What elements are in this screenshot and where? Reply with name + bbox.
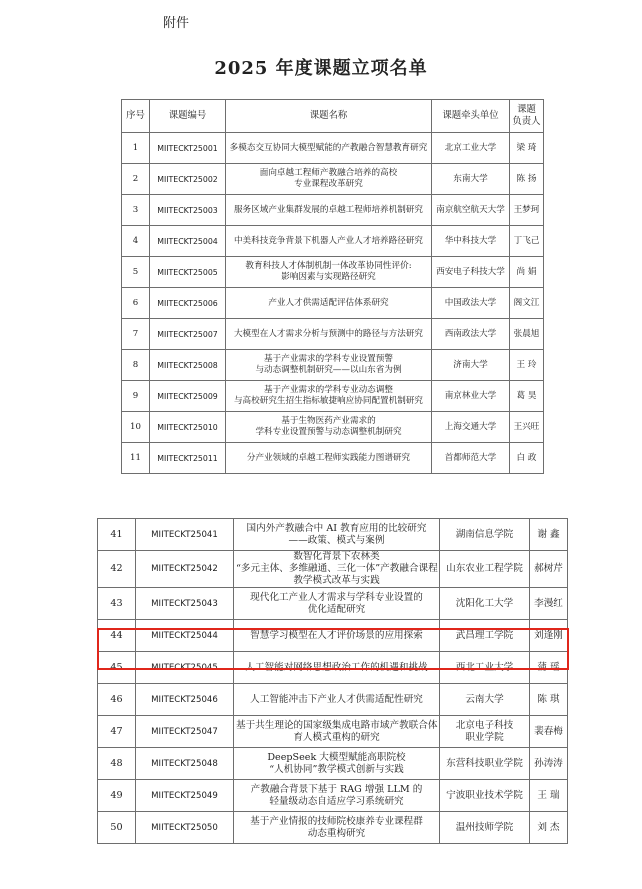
cell-seq <box>98 780 136 812</box>
cell-unit-line: 首都师范大学 <box>444 452 497 463</box>
cell-seq <box>122 164 150 195</box>
cell-leader-line: 王 瑞 <box>537 789 560 801</box>
cell-name <box>234 684 440 716</box>
cell-unit-line: 沈阳化工大学 <box>455 597 514 609</box>
cell-leader-line: 蒲 瑶 <box>537 661 560 673</box>
cell-name-line: 教学模式改革与实践 <box>293 575 380 586</box>
header-leader <box>510 100 544 133</box>
cell-name-line: DeepSeek 大模型赋能高职院校 <box>267 751 406 763</box>
cell-seq-line: 2 <box>132 173 139 184</box>
table-row <box>98 684 568 716</box>
cell-code-line: MIITECKT25042 <box>151 564 218 574</box>
cell-code <box>150 319 226 350</box>
cell-unit <box>432 381 510 412</box>
cell-name <box>234 812 440 844</box>
table-row <box>98 748 568 780</box>
cell-unit-line: 西北工业大学 <box>455 661 514 673</box>
cell-name-line: 动态重构研究 <box>307 827 366 839</box>
cell-seq <box>122 381 150 412</box>
cell-name <box>226 443 432 474</box>
cell-leader-line: 刘逢刚 <box>534 629 563 641</box>
table-row <box>98 588 568 620</box>
cell-seq <box>122 350 150 381</box>
cell-code <box>136 716 234 748</box>
table-row <box>122 412 544 443</box>
cell-leader-line: 李漫红 <box>534 597 563 609</box>
cell-code-line: MIITECKT25002 <box>157 174 218 184</box>
table-row <box>98 551 568 588</box>
cell-code <box>150 288 226 319</box>
cell-unit-line: 西安电子科技大学 <box>436 266 505 277</box>
cell-name-line: 学科专业设置预警与动态调整机制研究 <box>255 427 402 437</box>
table-row <box>122 350 544 381</box>
cell-name <box>234 551 440 588</box>
cell-leader <box>510 381 544 412</box>
cell-code <box>150 164 226 195</box>
cell-code-line: MIITECKT25005 <box>157 267 218 277</box>
cell-seq <box>98 551 136 588</box>
table-row <box>98 780 568 812</box>
cell-name <box>234 620 440 652</box>
cell-leader-line: 王 玲 <box>516 359 537 370</box>
header-seq: 序号 <box>122 100 150 133</box>
cell-unit-line: 武昌理工学院 <box>455 629 514 641</box>
cell-seq-line: 9 <box>132 390 139 401</box>
cell-leader-line: 陈 琪 <box>537 693 560 705</box>
cell-leader <box>530 780 568 812</box>
cell-seq-line: 41 <box>110 528 123 540</box>
table-row <box>122 319 544 350</box>
cell-leader-line: 张晨旭 <box>513 328 540 339</box>
cell-leader <box>510 164 544 195</box>
cell-name-line: ——政策、模式与案例 <box>288 534 385 546</box>
cell-code <box>136 519 234 551</box>
cell-name <box>226 288 432 319</box>
cell-leader <box>530 748 568 780</box>
table-row <box>98 620 568 652</box>
cell-name-line: 基于产业需求的学科专业设置预警 <box>264 354 393 364</box>
cell-name-line: 国内外产教融合中 AI 教育应用的比较研究 <box>246 522 427 534</box>
cell-leader-line: 孙涛涛 <box>534 757 563 769</box>
cell-seq <box>122 195 150 226</box>
cell-name-line: 分产业领域的卓越工程师实践能力图谱研究 <box>246 452 411 463</box>
cell-name <box>226 412 432 443</box>
project-list-table-top <box>121 99 544 474</box>
cell-leader <box>530 652 568 684</box>
cell-leader <box>510 133 544 164</box>
cell-name-line: 产教融合背景下基于 RAG 增强 LLM 的 <box>250 783 423 795</box>
cell-name <box>226 164 432 195</box>
cell-name-line: 基于产业需求的学科专业动态调整 <box>264 385 393 395</box>
cell-unit-line: 职业学院 <box>465 731 504 743</box>
cell-code-line: MIITECKT25008 <box>157 360 218 370</box>
cell-seq <box>98 652 136 684</box>
cell-seq-line: 43 <box>110 597 123 609</box>
cell-name <box>226 381 432 412</box>
cell-name-line: 轻量级动态自适应学习系统研究 <box>269 795 404 807</box>
cell-name-line: “多元主体、多维融通、三化一体”产教融合课程 <box>236 563 438 574</box>
cell-name-line: 影响因素与实现路径研究 <box>281 272 376 282</box>
cell-leader <box>510 350 544 381</box>
cell-seq-line: 5 <box>132 266 139 277</box>
cell-leader-line: 陈 扬 <box>516 173 537 184</box>
cell-name-line: 大模型在人才需求分析与预测中的路径与方法研究 <box>233 328 424 339</box>
cell-seq-line: 50 <box>110 821 123 833</box>
cell-name <box>226 133 432 164</box>
cell-seq <box>98 684 136 716</box>
cell-seq-line: 8 <box>132 359 139 370</box>
cell-unit <box>440 716 530 748</box>
cell-name-line: 人工智能冲击下产业人才供需适配性研究 <box>250 693 423 705</box>
cell-seq-line: 45 <box>110 661 123 673</box>
header-code: 课题编号 <box>150 100 226 133</box>
table-row <box>98 519 568 551</box>
cell-code-line: MIITECKT25009 <box>157 391 218 401</box>
cell-unit <box>440 652 530 684</box>
cell-name <box>226 195 432 226</box>
cell-code <box>136 748 234 780</box>
table-row <box>98 716 568 748</box>
cell-unit-line: 东南大学 <box>453 173 488 184</box>
cell-leader <box>510 412 544 443</box>
table-row <box>122 195 544 226</box>
cell-unit <box>440 812 530 844</box>
cell-leader <box>530 812 568 844</box>
cell-code <box>150 133 226 164</box>
cell-name-line: 基于生物医药产业需求的 <box>281 416 376 426</box>
cell-leader-line: 梁 琦 <box>516 142 537 153</box>
cell-name <box>234 519 440 551</box>
cell-code-line: MIITECKT25041 <box>151 529 218 540</box>
cell-unit-line: 东营科技职业学院 <box>446 757 523 769</box>
cell-seq <box>122 412 150 443</box>
cell-leader <box>530 519 568 551</box>
cell-code-line: MIITECKT25047 <box>151 726 218 737</box>
cell-leader <box>510 195 544 226</box>
table-row <box>98 652 568 684</box>
cell-code-line: MIITECKT25004 <box>157 236 218 246</box>
cell-seq-line: 6 <box>132 297 139 308</box>
cell-code-line: MIITECKT25049 <box>151 790 218 801</box>
cell-code <box>136 588 234 620</box>
table-header-row <box>122 100 544 133</box>
cell-name <box>226 319 432 350</box>
cell-code <box>136 652 234 684</box>
attachment-label: 附件 <box>163 16 190 31</box>
cell-leader <box>510 443 544 474</box>
cell-code-line: MIITECKT25048 <box>151 758 218 769</box>
cell-name-line: 专业课程改革研究 <box>294 179 363 189</box>
cell-unit-line: 温州技师学院 <box>455 821 514 833</box>
cell-name-line: “人机协同”教学模式创新与实践 <box>269 763 404 775</box>
cell-name-line: 数智化背景下农林类 <box>293 551 380 562</box>
cell-unit-line: 湖南信息学院 <box>455 528 514 540</box>
cell-unit-line: 云南大学 <box>465 693 504 705</box>
cell-unit-line: 济南大学 <box>453 359 488 370</box>
cell-seq-line: 7 <box>132 328 139 339</box>
cell-seq <box>122 133 150 164</box>
cell-leader-line: 王兴旺 <box>513 421 540 432</box>
cell-name <box>234 716 440 748</box>
cell-seq-line: 49 <box>110 789 123 801</box>
cell-leader-line: 刘 杰 <box>537 821 560 833</box>
table-row <box>98 812 568 844</box>
cell-seq-line: 48 <box>110 757 123 769</box>
cell-code <box>136 812 234 844</box>
cell-leader-line: 裴春梅 <box>534 725 563 737</box>
table-row <box>122 288 544 319</box>
cell-unit <box>432 412 510 443</box>
cell-name <box>234 588 440 620</box>
cell-name-line: 多模态交互协同大模型赋能的产教融合智慧教育研究 <box>229 142 428 153</box>
cell-seq <box>122 257 150 288</box>
cell-unit <box>432 133 510 164</box>
cell-unit-line: 南京航空航天大学 <box>436 204 505 215</box>
cell-name-line: 与高校研究生招生指标敏捷响应协同配置机制研究 <box>233 396 424 406</box>
cell-code <box>136 780 234 812</box>
cell-code-line: MIITECKT25007 <box>157 329 218 339</box>
cell-unit <box>440 620 530 652</box>
cell-seq <box>122 319 150 350</box>
cell-code-line: MIITECKT25006 <box>157 298 218 308</box>
cell-code <box>150 195 226 226</box>
cell-leader-line: 郝树芹 <box>534 563 563 574</box>
cell-seq <box>98 716 136 748</box>
document-title: 2025 年度课题立项名单 <box>214 58 428 79</box>
cell-name-line: 教育科技人才体制机制一体改革协同性评价: <box>245 261 412 271</box>
cell-name-line: 智慧学习模型在人才评价场景的应用探索 <box>250 629 423 641</box>
cell-seq <box>98 620 136 652</box>
cell-unit <box>440 748 530 780</box>
cell-seq-line: 1 <box>132 142 139 153</box>
cell-code-line: MIITECKT25043 <box>151 598 218 609</box>
cell-leader <box>530 684 568 716</box>
cell-unit <box>432 350 510 381</box>
cell-code <box>136 684 234 716</box>
table-row <box>122 226 544 257</box>
cell-seq-line: 3 <box>132 204 139 215</box>
cell-seq <box>98 812 136 844</box>
cell-code <box>150 226 226 257</box>
header-name: 课题名称 <box>226 100 432 133</box>
cell-name <box>234 652 440 684</box>
cell-unit <box>432 195 510 226</box>
cell-code-line: MIITECKT25010 <box>157 422 218 432</box>
cell-unit <box>440 588 530 620</box>
cell-unit-line: 北京电子科技 <box>455 719 514 731</box>
cell-name-line: 服务区域产业集群发展的卓越工程师培养机制研究 <box>233 204 424 215</box>
cell-unit-line: 西南政法大学 <box>444 328 497 339</box>
cell-seq-line: 11 <box>130 452 141 463</box>
cell-seq-line: 47 <box>110 725 123 737</box>
cell-unit <box>432 443 510 474</box>
cell-leader-line: 王梦珂 <box>513 204 540 215</box>
cell-seq <box>122 226 150 257</box>
cell-name-line: 产业人才供需适配评估体系研究 <box>268 297 389 308</box>
cell-unit <box>432 319 510 350</box>
cell-code <box>136 620 234 652</box>
cell-name-line: 现代化工产业人才需求与学科专业设置的 <box>250 591 423 603</box>
cell-code <box>150 350 226 381</box>
cell-unit <box>432 164 510 195</box>
cell-name-line: 与动态调整机制研究——以山东省为例 <box>255 365 402 375</box>
cell-code <box>150 381 226 412</box>
cell-code <box>136 551 234 588</box>
cell-unit-line: 上海交通大学 <box>444 421 497 432</box>
cell-unit <box>432 226 510 257</box>
cell-seq-line: 42 <box>110 563 123 574</box>
cell-seq <box>98 519 136 551</box>
cell-code-line: MIITECKT25045 <box>151 662 218 673</box>
cell-leader-line: 葛 昊 <box>516 390 537 401</box>
cell-unit-line: 北京工业大学 <box>444 142 497 153</box>
cell-seq <box>98 748 136 780</box>
cell-name-line: 优化适配研究 <box>307 603 366 615</box>
cell-unit <box>440 684 530 716</box>
cell-unit-line: 南京林业大学 <box>444 390 497 401</box>
cell-code-line: MIITECKT25046 <box>151 694 218 705</box>
cell-leader <box>510 319 544 350</box>
cell-code-line: MIITECKT25001 <box>157 143 218 153</box>
cell-unit-line: 宁波职业技术学院 <box>446 789 523 801</box>
cell-name-line: 基于共生理论的国家级集成电路市域产教联合体 <box>236 719 438 731</box>
cell-name <box>234 748 440 780</box>
project-list-table-bottom <box>97 518 568 844</box>
cell-leader-line: 尚 娟 <box>516 266 537 277</box>
cell-leader-line: 丁飞己 <box>513 235 540 246</box>
cell-unit <box>440 780 530 812</box>
table-row <box>122 164 544 195</box>
cell-unit <box>440 551 530 588</box>
table-row <box>122 381 544 412</box>
cell-code <box>150 257 226 288</box>
cell-code-line: MIITECKT25044 <box>151 630 218 641</box>
cell-leader-line: 阁文江 <box>513 297 540 308</box>
cell-seq-line: 46 <box>110 693 123 705</box>
cell-leader <box>510 226 544 257</box>
table-row <box>122 133 544 164</box>
cell-name <box>226 226 432 257</box>
cell-seq-line: 44 <box>110 629 123 641</box>
cell-code <box>150 412 226 443</box>
cell-code-line: MIITECKT25050 <box>151 822 218 833</box>
cell-leader <box>530 551 568 588</box>
cell-leader <box>510 257 544 288</box>
cell-name-line: 育人模式重构的研究 <box>293 731 380 743</box>
cell-code <box>150 443 226 474</box>
cell-unit-line: 中国政法大学 <box>444 297 497 308</box>
cell-leader <box>530 620 568 652</box>
cell-leader-line: 谢 鑫 <box>537 528 560 540</box>
header-leader-line1: 课题 <box>517 104 536 115</box>
header-leader-line2: 负责人 <box>512 116 541 127</box>
cell-seq <box>122 288 150 319</box>
cell-unit <box>432 288 510 319</box>
cell-name <box>226 257 432 288</box>
cell-leader-line: 白 政 <box>516 452 537 463</box>
cell-unit-line: 山东农业工程学院 <box>446 563 523 574</box>
cell-unit <box>440 519 530 551</box>
cell-leader <box>530 588 568 620</box>
cell-name <box>226 350 432 381</box>
cell-name-line: 面向卓越工程师产教融合培养的高校 <box>259 168 398 178</box>
cell-seq <box>122 443 150 474</box>
cell-leader <box>530 716 568 748</box>
cell-name <box>234 780 440 812</box>
cell-seq-line: 10 <box>130 421 141 432</box>
cell-leader <box>510 288 544 319</box>
cell-seq <box>98 588 136 620</box>
cell-name-line: 中美科技竞争背景下机器人产业人才培养路径研究 <box>233 235 424 246</box>
cell-code-line: MIITECKT25003 <box>157 205 218 215</box>
cell-unit-line: 华中科技大学 <box>444 235 497 246</box>
cell-name-line: 基于产业情报的技师院校康养专业课程群 <box>250 815 423 827</box>
header-unit: 课题牵头单位 <box>432 100 510 133</box>
table-row <box>122 257 544 288</box>
cell-code-line: MIITECKT25011 <box>157 453 218 463</box>
cell-seq-line: 4 <box>132 235 139 246</box>
table-row <box>122 443 544 474</box>
cell-unit <box>432 257 510 288</box>
cell-name-line: 人工智能对网络思想政治工作的机遇和挑战 <box>245 661 428 673</box>
